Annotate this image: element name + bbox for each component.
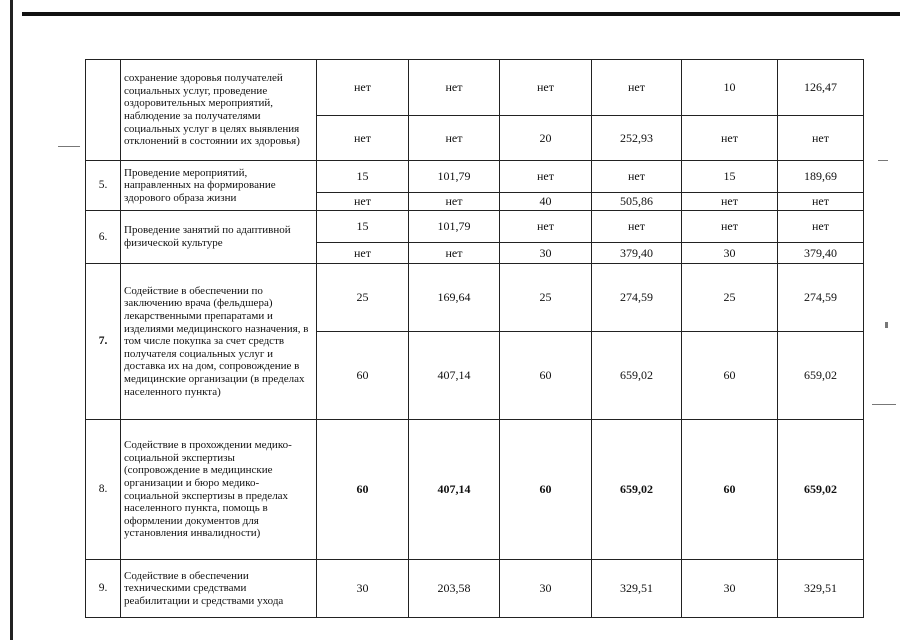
scan-speck	[878, 160, 888, 161]
scan-speck	[58, 146, 80, 147]
service-description: Содействие в прохождении медико-социальной экспертизы (сопровождение в медицинские организации и бюро медико-социальной экспертизы в пределах населенного пункта, помощь в оформлении документов для установления инвалидности)	[121, 420, 317, 560]
cell-value: нет	[500, 161, 592, 193]
scan-speck	[885, 322, 888, 328]
cell-value: 30	[500, 243, 592, 264]
cell-value: 10	[682, 60, 778, 116]
cell-value: 60	[500, 420, 592, 560]
cell-value: 126,47	[778, 60, 864, 116]
cell-value: нет	[778, 116, 864, 161]
row-number: 7.	[86, 264, 121, 420]
table-row	[86, 211, 864, 243]
cell-value: 329,51	[778, 560, 864, 618]
cell-value: 169,64	[409, 264, 500, 332]
cell-value: 189,69	[778, 161, 864, 193]
cell-value: 40	[500, 193, 592, 211]
table-row	[86, 420, 864, 560]
scan-left-border	[10, 0, 13, 640]
cell-value: 101,79	[409, 211, 500, 243]
cell-value: нет	[317, 193, 409, 211]
cell-value: 25	[317, 264, 409, 332]
row-number: 6.	[86, 211, 121, 264]
cell-value: нет	[592, 60, 682, 116]
cell-value: 659,02	[778, 420, 864, 560]
cell-value: нет	[682, 116, 778, 161]
cell-value: 101,79	[409, 161, 500, 193]
cell-value: 20	[500, 116, 592, 161]
scan-speck	[872, 404, 896, 405]
cell-value: нет	[682, 193, 778, 211]
cell-value: 203,58	[409, 560, 500, 618]
service-description: Содействие в обеспечении техническими средствами реабилитации и средствами ухода	[121, 560, 317, 618]
table-row	[86, 560, 864, 618]
cell-value: 60	[682, 420, 778, 560]
row-number: 5.	[86, 161, 121, 211]
cell-value: 659,02	[592, 420, 682, 560]
cell-value: 407,14	[409, 420, 500, 560]
cell-value: 15	[682, 161, 778, 193]
cell-value: нет	[409, 193, 500, 211]
cell-value: 60	[500, 332, 592, 420]
cell-value: 659,02	[778, 332, 864, 420]
cell-value: 30	[500, 560, 592, 618]
cell-value: нет	[317, 116, 409, 161]
cell-value: 505,86	[592, 193, 682, 211]
cell-value: 25	[682, 264, 778, 332]
cell-value: 60	[682, 332, 778, 420]
cell-value: 274,59	[778, 264, 864, 332]
table-row	[86, 161, 864, 193]
cell-value: 15	[317, 211, 409, 243]
cell-value: нет	[778, 193, 864, 211]
cell-value: нет	[592, 211, 682, 243]
cell-value: нет	[500, 211, 592, 243]
row-number: 8.	[86, 420, 121, 560]
cell-value: 60	[317, 420, 409, 560]
cell-value: 379,40	[592, 243, 682, 264]
cell-value: 30	[317, 560, 409, 618]
cell-value: нет	[778, 211, 864, 243]
service-description: Проведение занятий по адаптивной физической культуре	[121, 211, 317, 264]
cell-value: нет	[682, 211, 778, 243]
cell-value: 30	[682, 243, 778, 264]
cell-value: 379,40	[778, 243, 864, 264]
cell-value: 407,14	[409, 332, 500, 420]
scan-top-border	[22, 12, 900, 16]
service-description: Содействие в обеспечении по заключению врача (фельдшера) лекарственными препаратами и изделиями медицинского назначения, в том числе покупка за счет средств получателя социальных услуг и доставка их на дом, сопровождение в медицинские организации (в пределах населенного пункта)	[121, 264, 317, 420]
table-row	[86, 60, 864, 116]
services-table	[85, 59, 864, 618]
row-number	[86, 60, 121, 161]
cell-value: нет	[409, 116, 500, 161]
service-description: Проведение мероприятий, направленных на формирование здорового образа жизни	[121, 161, 317, 211]
cell-value: 252,93	[592, 116, 682, 161]
cell-value: нет	[317, 243, 409, 264]
cell-value: нет	[409, 243, 500, 264]
cell-value: нет	[500, 60, 592, 116]
cell-value: 274,59	[592, 264, 682, 332]
cell-value: 15	[317, 161, 409, 193]
cell-value: нет	[317, 60, 409, 116]
cell-value: нет	[409, 60, 500, 116]
service-description: сохранение здоровья получателей социальных услуг, проведение оздоровительных мероприятий, наблюдение за получателями социальных услуг в целях выявления отклонений в состоянии их здоровья)	[121, 60, 317, 161]
cell-value: 659,02	[592, 332, 682, 420]
cell-value: нет	[592, 161, 682, 193]
cell-value: 25	[500, 264, 592, 332]
cell-value: 60	[317, 332, 409, 420]
cell-value: 329,51	[592, 560, 682, 618]
cell-value: 30	[682, 560, 778, 618]
row-number: 9.	[86, 560, 121, 618]
table-row	[86, 264, 864, 332]
